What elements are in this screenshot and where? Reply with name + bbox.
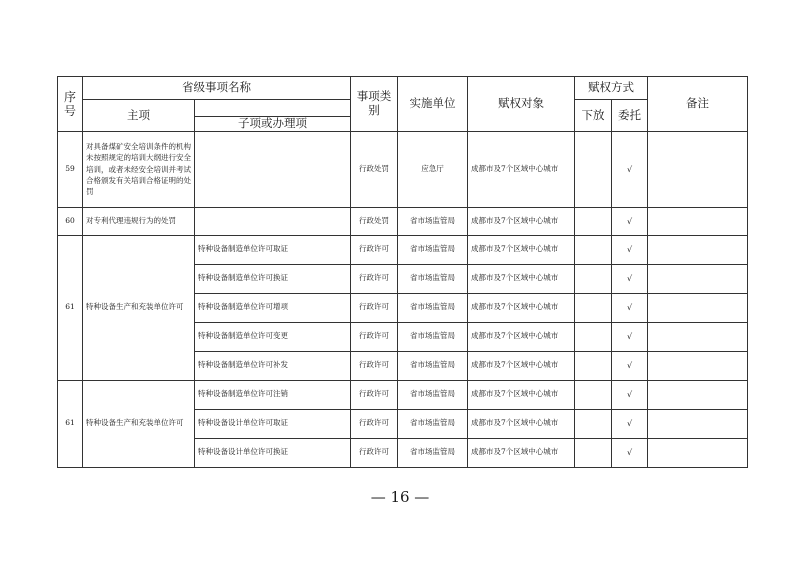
row-target: 成都市及7个区域中心城市 xyxy=(468,293,575,322)
table-row xyxy=(58,235,748,264)
row-entrust: √ xyxy=(612,322,648,351)
row-delegate-down xyxy=(575,380,612,409)
empowerment-table xyxy=(57,76,748,468)
header-implementing-unit: 实施单位 xyxy=(398,77,468,132)
row-category: 行政许可 xyxy=(351,380,398,409)
row-entrust: √ xyxy=(612,264,648,293)
row-unit: 省市场监管局 xyxy=(398,322,468,351)
header-sub-item: 子项或办理项 xyxy=(195,117,351,132)
row-category: 行政许可 xyxy=(351,438,398,467)
row-seq: 61 xyxy=(58,235,83,380)
row-target: 成都市及7个区域中心城市 xyxy=(468,380,575,409)
row-remark xyxy=(648,322,748,351)
row-category: 行政许可 xyxy=(351,409,398,438)
row-sub-item xyxy=(195,207,351,235)
page-number: — 16 — xyxy=(370,488,430,506)
row-delegate-down xyxy=(575,207,612,235)
row-delegate-down xyxy=(575,235,612,264)
header-seq: 序号 xyxy=(58,77,83,132)
row-remark xyxy=(648,409,748,438)
header-empower-method: 赋权方式 xyxy=(575,77,648,100)
row-entrust: √ xyxy=(612,235,648,264)
row-sub-item: 特种设备制造单位许可变更 xyxy=(195,322,351,351)
row-remark xyxy=(648,235,748,264)
row-delegate-down xyxy=(575,438,612,467)
row-sub-item: 特种设备设计单位许可换证 xyxy=(195,438,351,467)
row-seq: 61 xyxy=(58,380,83,467)
row-unit: 省市场监管局 xyxy=(398,235,468,264)
table-row xyxy=(58,131,748,207)
row-target: 成都市及7个区域中心城市 xyxy=(468,351,575,380)
row-sub-item: 特种设备制造单位许可增项 xyxy=(195,293,351,322)
header-sub-item-spacer xyxy=(195,100,351,117)
row-entrust: √ xyxy=(612,438,648,467)
header-provincial-item-name: 省级事项名称 xyxy=(83,77,351,100)
row-category: 行政许可 xyxy=(351,322,398,351)
row-category: 行政处罚 xyxy=(351,207,398,235)
row-category: 行政许可 xyxy=(351,351,398,380)
row-entrust: √ xyxy=(612,409,648,438)
row-entrust: √ xyxy=(612,351,648,380)
row-category: 行政许可 xyxy=(351,235,398,264)
row-delegate-down xyxy=(575,264,612,293)
table-row xyxy=(58,380,748,409)
row-delegate-down xyxy=(575,293,612,322)
row-remark xyxy=(648,293,748,322)
row-main-item: 特种设备生产和充装单位许可 xyxy=(83,380,195,467)
row-unit: 省市场监管局 xyxy=(398,293,468,322)
row-remark xyxy=(648,380,748,409)
header-main-item: 主项 xyxy=(83,100,195,132)
table-row xyxy=(58,207,748,235)
header-category: 事项类别 xyxy=(351,77,398,132)
row-sub-item: 特种设备制造单位许可注销 xyxy=(195,380,351,409)
row-remark xyxy=(648,207,748,235)
header-delegate-down: 下放 xyxy=(575,100,612,132)
row-entrust: √ xyxy=(612,293,648,322)
header-entrust: 委托 xyxy=(612,100,648,132)
row-remark xyxy=(648,438,748,467)
row-delegate-down xyxy=(575,351,612,380)
row-target: 成都市及7个区域中心城市 xyxy=(468,235,575,264)
row-sub-item xyxy=(195,131,351,207)
row-remark xyxy=(648,131,748,207)
row-unit: 省市场监管局 xyxy=(398,438,468,467)
row-target: 成都市及7个区域中心城市 xyxy=(468,322,575,351)
row-delegate-down xyxy=(575,131,612,207)
row-remark xyxy=(648,351,748,380)
row-target: 成都市及7个区域中心城市 xyxy=(468,207,575,235)
row-seq: 60 xyxy=(58,207,83,235)
page-number-footer xyxy=(0,488,800,506)
row-entrust: √ xyxy=(612,131,648,207)
header-empowered-target: 赋权对象 xyxy=(468,77,575,132)
row-category: 行政许可 xyxy=(351,264,398,293)
row-sub-item: 特种设备制造单位许可换证 xyxy=(195,264,351,293)
header-remarks: 备注 xyxy=(648,77,748,132)
row-main-item: 对具备煤矿安全培训条件的机构未按照规定的培训大纲进行安全培训，或者未经安全培训并考试合格颁发有关培训合格证明的处罚 xyxy=(83,131,195,207)
row-sub-item: 特种设备制造单位许可补发 xyxy=(195,351,351,380)
row-target: 成都市及7个区域中心城市 xyxy=(468,409,575,438)
row-sub-item: 特种设备设计单位许可取证 xyxy=(195,409,351,438)
row-unit: 省市场监管局 xyxy=(398,264,468,293)
row-delegate-down xyxy=(575,322,612,351)
row-target: 成都市及7个区域中心城市 xyxy=(468,264,575,293)
row-target: 成都市及7个区域中心城市 xyxy=(468,438,575,467)
row-entrust: √ xyxy=(612,380,648,409)
row-delegate-down xyxy=(575,409,612,438)
row-sub-item: 特种设备制造单位许可取证 xyxy=(195,235,351,264)
row-main-item: 对专利代理违规行为的处罚 xyxy=(83,207,195,235)
row-unit: 省市场监管局 xyxy=(398,409,468,438)
row-entrust: √ xyxy=(612,207,648,235)
row-target: 成都市及7个区域中心城市 xyxy=(468,131,575,207)
row-remark xyxy=(648,264,748,293)
row-unit: 省市场监管局 xyxy=(398,380,468,409)
row-main-item: 特种设备生产和充装单位许可 xyxy=(83,235,195,380)
row-seq: 59 xyxy=(58,131,83,207)
row-unit: 省市场监管局 xyxy=(398,351,468,380)
row-category: 行政许可 xyxy=(351,293,398,322)
row-unit: 省市场监管局 xyxy=(398,207,468,235)
row-unit: 应急厅 xyxy=(398,131,468,207)
row-category: 行政处罚 xyxy=(351,131,398,207)
